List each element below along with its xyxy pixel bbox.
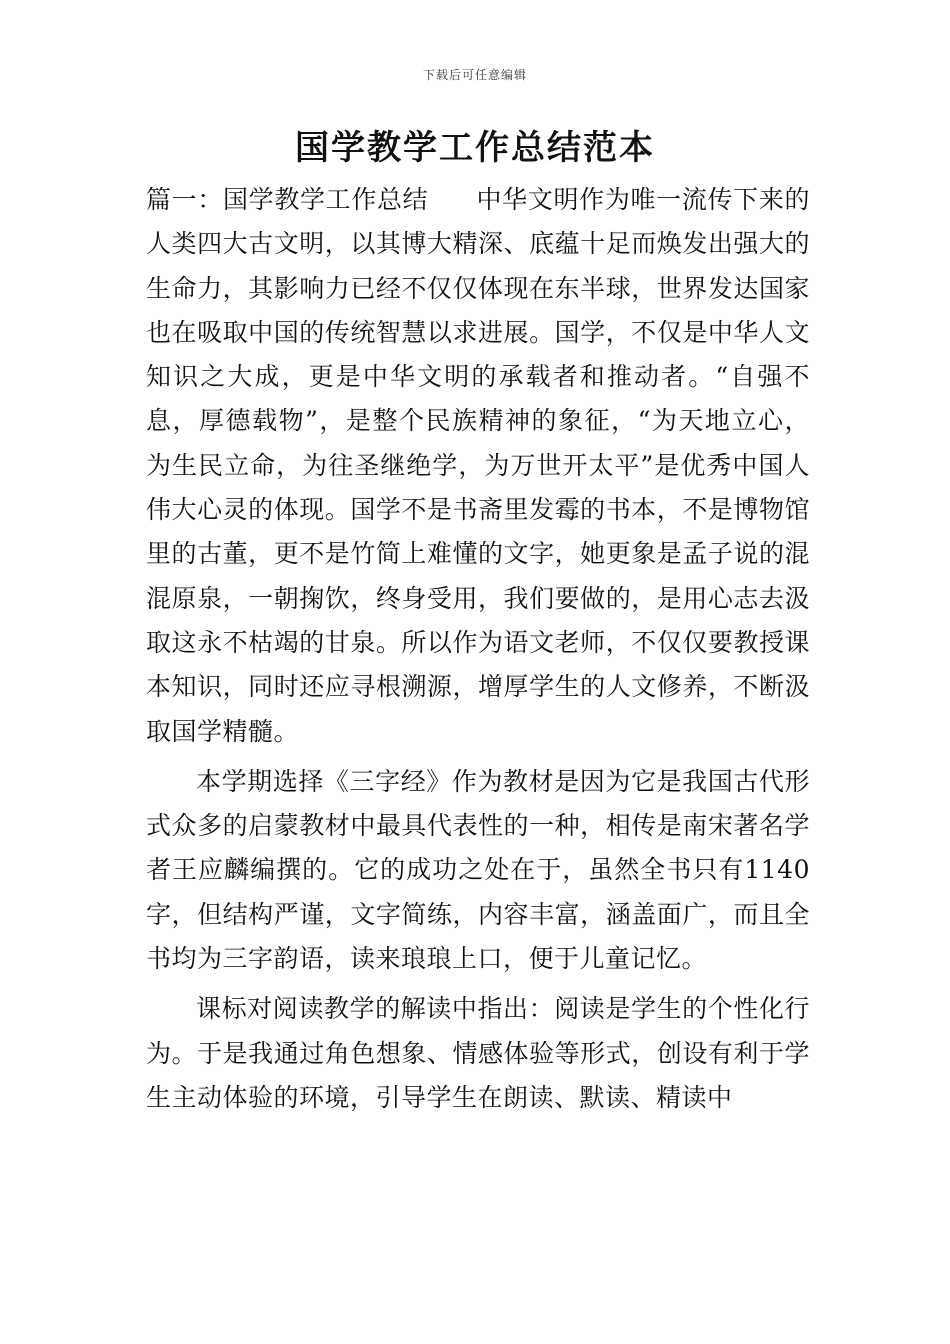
header-note: 下载后可任意编辑 [422,68,527,82]
document-body [146,178,810,1120]
paragraph-1-text: 中华文明作为唯一流传下来的人类四大古文明，以其博大精深、底蕴十足而焕发出强大的生命力，其影响力已经不仅仅体现在东半球，世界发达国家也在吸取中国的传统智慧以求进展。国学，不仅是中华人文知识之大成，更是中华文明的承载者和推动者。“自强不息，厚德载物”，是整个民族精神的象征，“为天地立心，为生民立命，为往圣继绝学，为万世开太平”是优秀中国人伟大心灵的体现。国学不是书斋里发霉的书本，不是博物馆里的古董，更不是竹简上难懂的文字，她更象是孟子说的混混原泉，一朝掬饮，终身受用，我们要做的，是用心志去汲取这永不枯竭的甘泉。所以作为语文老师，不仅仅要教授课本知识，同时还应寻根溯源，增厚学生的人文修养，不断汲取国学精髓。 [146,185,810,746]
paragraph-2: 本学期选择《三字经》作为教材是因为它是我国古代形式众多的启蒙教材中最具代表性的一种，相传是南宋著名学者王应麟编撰的。它的成功之处在于，虽然全书只有1140字，但结构严谨，文字简练，内容丰富，涵盖面广，而且全书均为三字韵语，读来琅琅上口，便于儿童记忆。 [146,766,810,974]
section-heading: 篇一：国学教学工作总结 [146,185,429,214]
document-title: 国学教学工作总结范本 [295,128,655,168]
paragraph-1 [146,178,810,754]
paragraph-3: 课标对阅读教学的解读中指出：阅读是学生的个性化行为。于是我通过角色想象、情感体验等形式，创设有利于学生主动体验的环境，引导学生在朗读、默读、精读中 [146,994,810,1112]
